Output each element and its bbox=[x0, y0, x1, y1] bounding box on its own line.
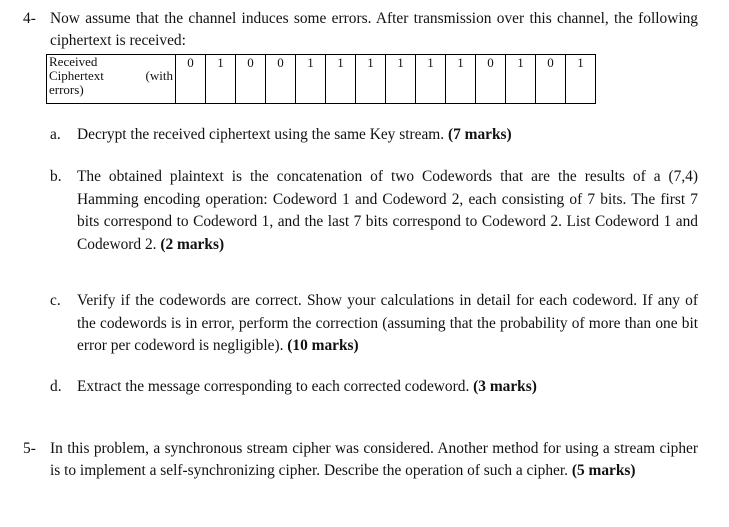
part-b-body: The obtained plaintext is the concatenation of two Codewords that are the results of a (7,4) Hamming encoding operation: Codeword 1 and Codeword 2, each consisting of 7 bits. The first 7 bits correspond to Codeword 1, and the last 7 bits correspond to Codeword 2. List Codeword 1 and Codeword 2. bbox=[77, 168, 698, 253]
label-with: (with bbox=[145, 68, 173, 83]
bit-cell: 1 bbox=[386, 55, 416, 104]
question-5-marks: (5 marks) bbox=[571, 462, 636, 479]
label-ciphertext: Ciphertext bbox=[49, 68, 104, 83]
part-d-text bbox=[77, 376, 698, 399]
part-d-letter: d. bbox=[50, 378, 62, 395]
part-d-body: Extract the message corresponding to each corrected codeword. bbox=[77, 378, 470, 395]
bit-cell: 1 bbox=[416, 55, 446, 104]
part-c-body: Verify if the codewords are correct. Show your calculations in detail for each codeword. If any of the codewords is in error, perform the correction (assuming that the probability of more than one bit error per codeword is negligible). bbox=[77, 292, 698, 354]
question-4-intro: Now assume that the channel induces some errors. After transmission over this channel, the following ciphertext is received: bbox=[50, 10, 698, 49]
question-5-text bbox=[50, 438, 698, 482]
bit-cell: 0 bbox=[236, 55, 266, 104]
label-received: Received bbox=[49, 54, 98, 69]
part-c-text bbox=[77, 290, 698, 358]
question-5-body: In this problem, a synchronous stream cipher was considered. Another method for using a stream cipher is to implement a self-synchronizing cipher. Describe the operation of such a cipher. bbox=[50, 440, 698, 479]
bit-cell: 1 bbox=[506, 55, 536, 104]
received-ciphertext-label-cell bbox=[47, 55, 176, 104]
bit-cell: 0 bbox=[266, 55, 296, 104]
received-ciphertext-table bbox=[46, 54, 596, 104]
label-errors: errors) bbox=[49, 82, 84, 97]
part-a-text bbox=[77, 124, 698, 147]
part-c-letter: c. bbox=[50, 292, 61, 309]
label-ciphertext-with bbox=[49, 69, 173, 83]
part-b-marks: (2 marks) bbox=[160, 235, 225, 253]
bit-cell: 1 bbox=[356, 55, 386, 104]
question-5-number: 5- bbox=[23, 440, 36, 457]
question-4-number: 4- bbox=[23, 10, 36, 27]
part-a-marks: (7 marks) bbox=[447, 126, 512, 143]
part-b-text bbox=[77, 166, 698, 256]
bit-cell: 1 bbox=[206, 55, 236, 104]
bit-cell: 1 bbox=[566, 55, 596, 104]
part-a-letter: a. bbox=[50, 126, 61, 143]
bit-cell: 0 bbox=[476, 55, 506, 104]
part-a-body: Decrypt the received ciphertext using the same Key stream. bbox=[77, 126, 445, 143]
part-d-marks: (3 marks) bbox=[473, 378, 537, 395]
bit-cell: 0 bbox=[176, 55, 206, 104]
bit-cell: 1 bbox=[326, 55, 356, 104]
bit-cell: 1 bbox=[446, 55, 476, 104]
bit-cell: 1 bbox=[296, 55, 326, 104]
part-b-letter: b. bbox=[50, 168, 62, 185]
bit-cell: 0 bbox=[536, 55, 566, 104]
part-c-marks: (10 marks) bbox=[287, 337, 359, 354]
ciphertext-row bbox=[47, 55, 596, 104]
